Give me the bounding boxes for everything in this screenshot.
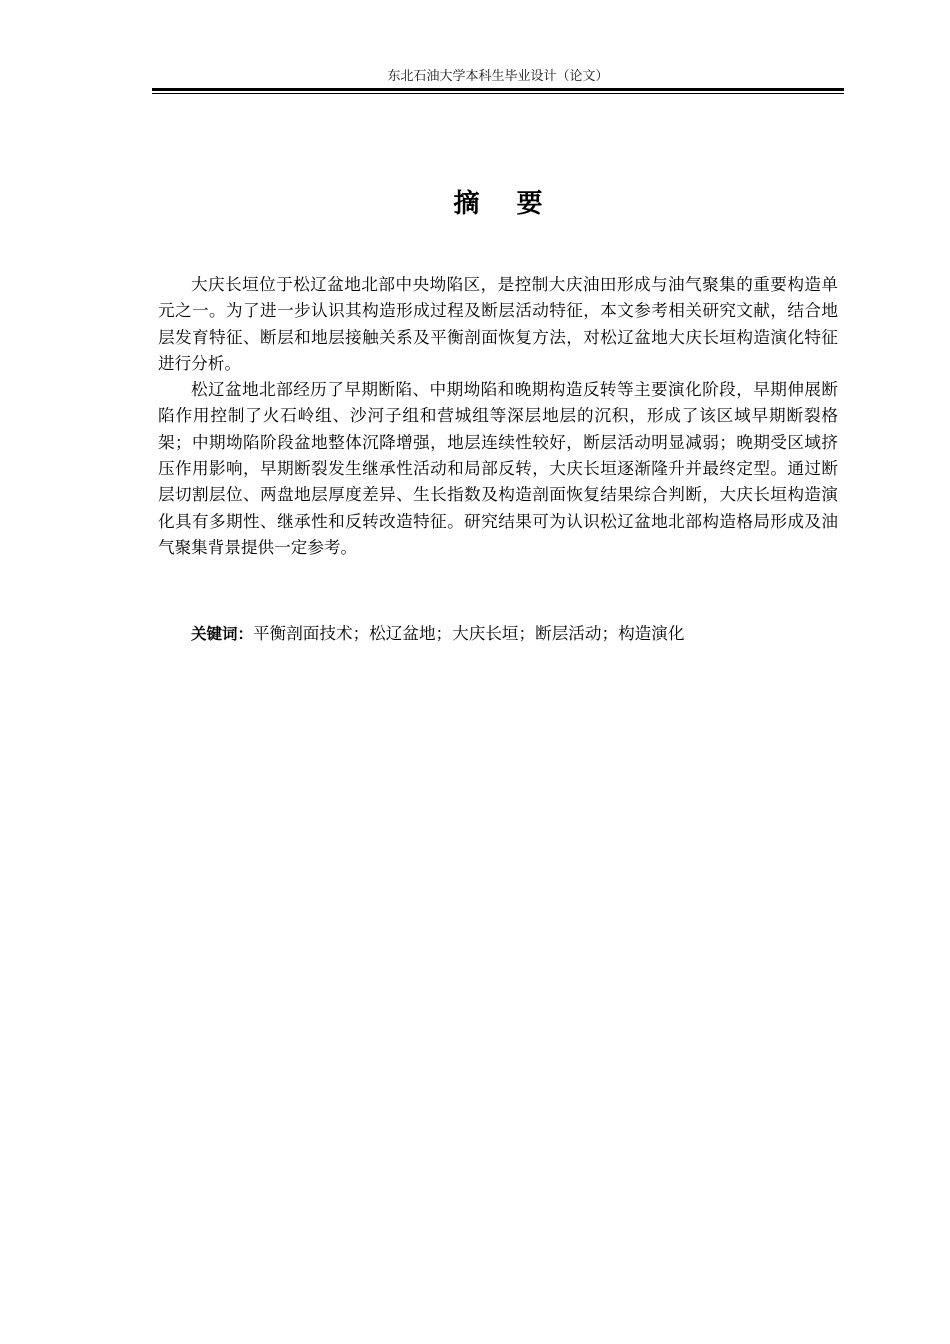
keywords-label: 关键词： xyxy=(191,625,254,643)
header-rule-thick xyxy=(152,88,844,91)
abstract-paragraph-1: 大庆长垣位于松辽盆地北部中央坳陷区，是控制大庆油田形成与油气聚集的重要构造单元之一。为了进一步认识其构造形成过程及断层活动特征，本文参考相关研究文献，结合地层发育特征、断层和地层接触关系及平衡剖面恢复方法，对松辽盆地大庆长垣构造演化特征进行分析。 xyxy=(158,275,838,373)
running-header: 东北石油大学本科生毕业设计（论文） xyxy=(387,69,609,84)
keywords-text: 平衡剖面技术；松辽盆地；大庆长垣；断层活动；构造演化 xyxy=(253,624,685,643)
abstract-body xyxy=(158,272,838,561)
header-rule-thin xyxy=(152,93,844,94)
abstract-paragraph-2: 松辽盆地北部经历了早期断陷、中期坳陷和晚期构造反转等主要演化阶段，早期伸展断陷作用控制了火石岭组、沙河子组和营城组等深层地层的沉积，形成了该区域早期断裂格架；中期坳陷阶段盆地整体沉降增强，地层连续性较好，断层活动明显减弱；晚期受区域挤压作用影响，早期断裂发生继承性活动和局部反转，大庆长垣逐渐隆升并最终定型。通过断层切割层位、两盘地层厚度差异、生长指数及构造剖面恢复结果综合判断，大庆长垣构造演化具有多期性、继承性和反转改造特征。研究结果可为认识松辽盆地北部构造格局形成及油气聚集背景提供一定参考。 xyxy=(158,380,838,557)
keywords-line xyxy=(191,621,841,647)
abstract-title: 摘 要 xyxy=(453,189,557,219)
